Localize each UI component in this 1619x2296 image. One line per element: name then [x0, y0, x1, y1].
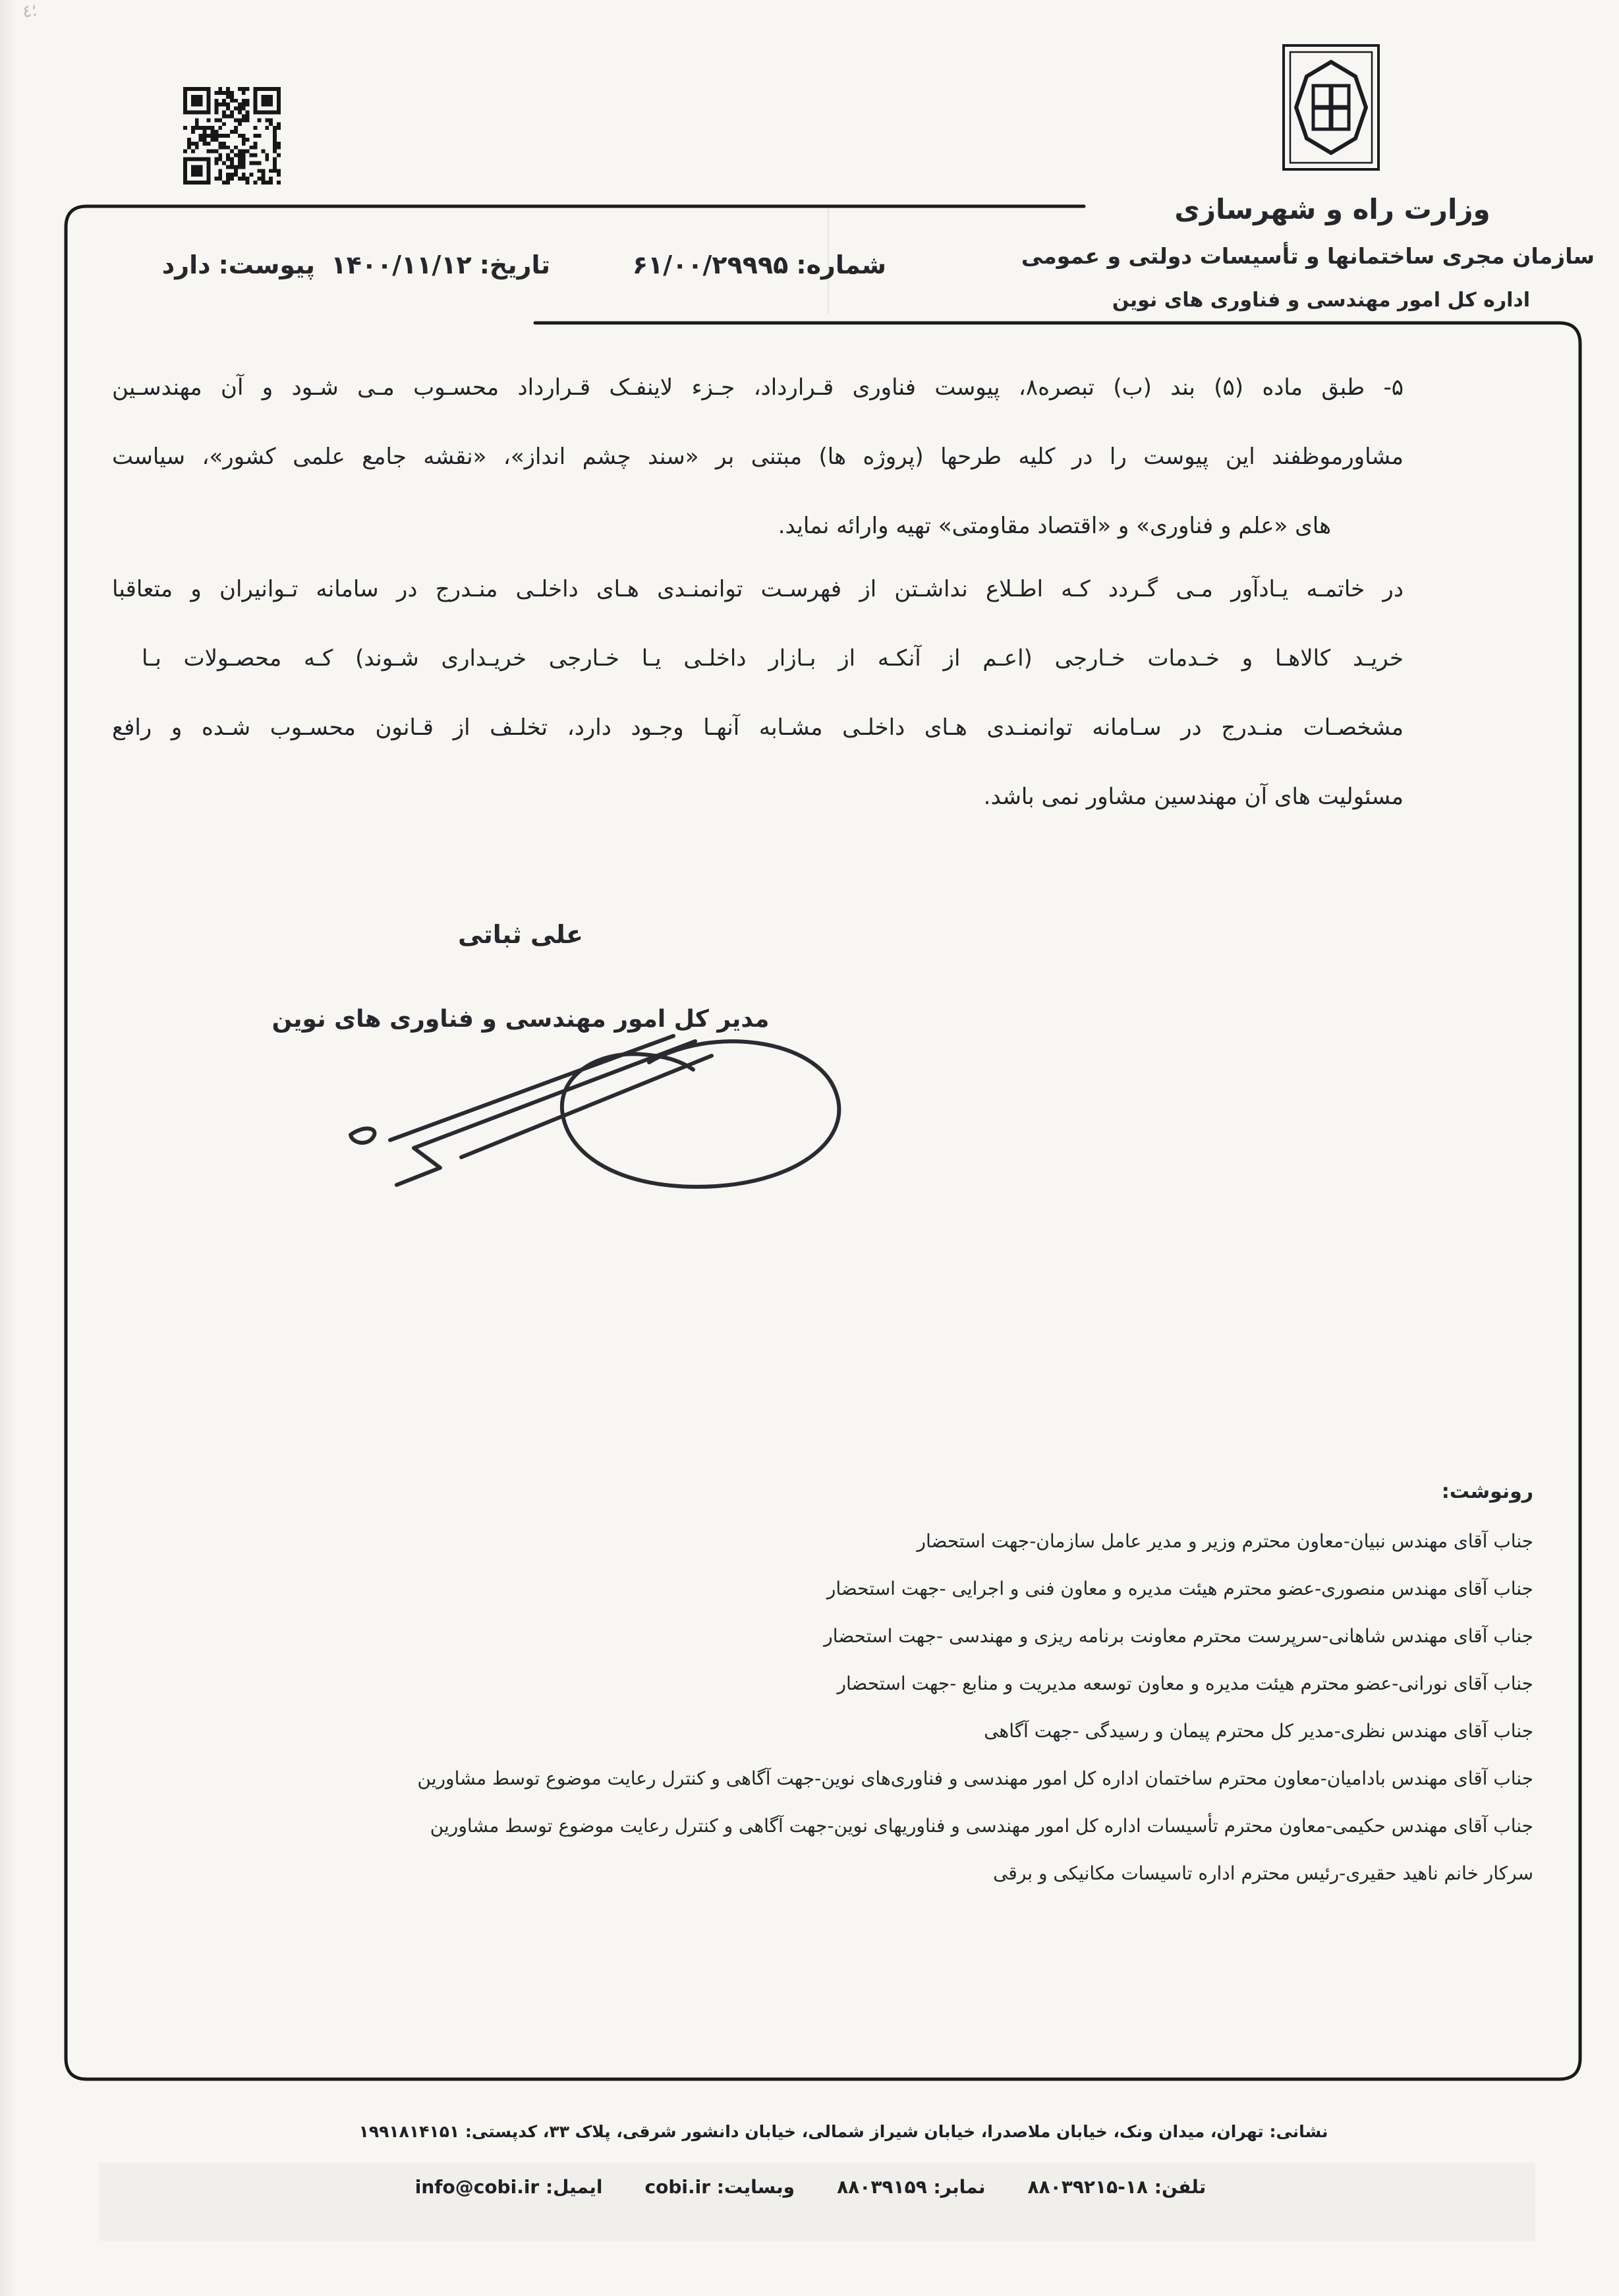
letter-date-label: تاریخ: [479, 250, 550, 279]
organization-logo-icon [1282, 43, 1380, 171]
phone-label: تلفن: [1154, 2176, 1207, 2198]
body-line: ۵- طبق ماده (۵) بند (ب) تبصره۸، پیوست فناوری قـرارداد، جـزء لاینفـک قـرارداد محسـوب مـی شـود و آن مهندسـین [112, 374, 1404, 401]
cc-item: جناب آقای مهندس بادامیان-معاون محترم ساختمان اداره کل امور مهندسی و فناوری‌های نوین-جهت آگاهی و کنترل رعایت موضوع توسط مشاورین [417, 1767, 1533, 1789]
email-value: info@cobi.ir [414, 2176, 540, 2198]
footer-contacts [198, 2176, 1423, 2198]
website-value: cobi.ir [644, 2176, 711, 2198]
attachment-label: پیوست: [218, 250, 315, 279]
handwritten-signature [310, 962, 876, 1199]
fax-value: ۸۸۰۳۹۱۵۹ [837, 2176, 927, 2198]
cc-item: سرکار خانم ناهید حقیری-رئیس محترم اداره تاسیسات مکانیکی و برقی [993, 1862, 1533, 1884]
ministry-name: وزارت راه و شهرسازی [1174, 193, 1491, 225]
signer-name: علی ثباتی [458, 920, 583, 949]
attachment-field [162, 250, 315, 279]
fax-field [837, 2176, 985, 2198]
cc-item: جناب آقای مهندس نبیان-معاون محترم وزیر و مدیر عامل سازمان-جهت استحضار [917, 1530, 1533, 1552]
cc-item: جناب آقای مهندس منصوری-عضو محترم هیئت مدیره و معاون فنی و اجرایی -جهت استحضار [826, 1578, 1533, 1599]
cc-item: جناب آقای نورانی-عضو محترم هیئت مدیره و معاون توسعه مدیریت و منابع -جهت استحضار [837, 1673, 1533, 1694]
body-line: در خاتمـه یـادآور مـی گـردد کـه اطـلاع نداشـتن از فهرسـت توانمنـدی هـای داخلـی منـدرج در سامانه تـوانیران و متعاقبا [112, 576, 1404, 602]
letter-date-field [331, 250, 550, 279]
body-line: های «علم و فناوری» و «اقتصاد مقاومتی» تهیه وارائه نماید. [778, 513, 1331, 539]
department-name: اداره کل امور مهندسی و فناوری های نوین [1112, 289, 1531, 312]
letter-number-label: شماره: [796, 250, 886, 279]
letter-date-value: ۱۴۰۰/۱۱/۱۲ [331, 250, 472, 279]
scan-shade-band [99, 2163, 1535, 2241]
email-label: ایمیل: [545, 2176, 603, 2198]
signer-title: مدیر کل امور مهندسی و فناوری های نوین [271, 1006, 770, 1033]
website-field [645, 2176, 795, 2198]
organization-name: سازمان مجری ساختمانها و تأسیسات دولتی و عمومی [1021, 243, 1595, 269]
body-line: مسئولیت های آن مهندسین مشاور نمی باشد. [983, 784, 1404, 810]
email-field [415, 2176, 603, 2198]
phone-value: ۱۸-۸۸۰۳۹۲۱۵ [1027, 2176, 1148, 2198]
qr-code [183, 87, 281, 185]
letter-number-value: ۶۱/۰۰/۲۹۹۹۵ [632, 250, 789, 279]
footer-address: نشانی: تهران، میدان ونک، خیابان ملاصدرا، خیابان شیراز شمالی، خیابان دانشور شرقی، پلاک ۳۳، کدپستی: ۱۹۹۱۸۱۴۱۵۱ [358, 2122, 1328, 2141]
cc-item: جناب آقای مهندس حکیمی-معاون محترم تأسیسات اداره کل امور مهندسی و فناوریهای نوین-جهت آگاهی و کنترل رعایت موضوع توسط مشاورین [430, 1815, 1533, 1837]
body-line: مشاورموظفند این پیوست را در کلیه طرحها (پروژه ها) مبتنی بر «سند چشم انداز»، «نقشه جامع علمی کشور»، سیاست [112, 444, 1404, 470]
letter-number-field [633, 250, 886, 279]
body-line: خریـد کالاهـا و خـدمات خـارجی (اعـم از آنکـه از بـازار داخلـی یـا خـارجی خریـداری شـوند) کـه محصـولات بـا [142, 645, 1404, 672]
fax-label: نمابر: [933, 2176, 986, 2198]
cc-item: جناب آقای مهندس شاهانی-سرپرست محترم معاونت برنامه ریزی و مهندسی -جهت استحضار [824, 1625, 1533, 1647]
cc-label: رونوشت: [1441, 1480, 1533, 1503]
cc-item: جناب آقای مهندس نظری-مدیر کل محترم پیمان و رسیدگی -جهت آگاهی [984, 1720, 1533, 1742]
attachment-value: دارد [161, 250, 211, 279]
scan-speck: ؛٤ [21, 0, 39, 22]
phone-field [1027, 2176, 1206, 2198]
body-line: مشخصـات منـدرج در سـامانه توانمنـدی هـای داخلـی مشـابه آنهـا وجـود دارد، تخلـف از قـانون محسـوب شـده و رافع [112, 714, 1404, 741]
website-label: وبسایت: [716, 2176, 795, 2198]
